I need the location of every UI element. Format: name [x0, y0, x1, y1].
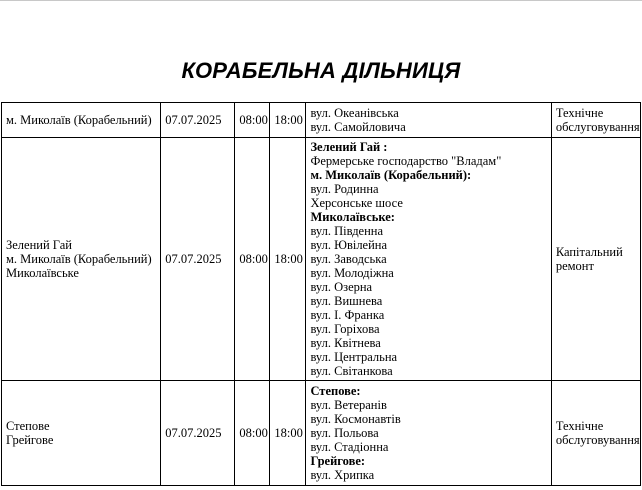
outage-schedule-table [1, 102, 641, 486]
work-type: Технічне [555, 419, 604, 433]
date-cell [161, 103, 235, 138]
page-title: КОРАБЕЛЬНА ДІЛЬНИЦЯ [181, 58, 461, 83]
street-name: вул. Центральна [310, 350, 398, 364]
street-name: вул. Заводська [310, 252, 387, 266]
time-to-cell [270, 138, 306, 381]
street-name: вул. І. Франка [310, 308, 385, 322]
time-to: 18:00 [274, 426, 303, 440]
street-name: вул. Південна [310, 224, 384, 238]
street-name: вул. Ювілейна [310, 238, 388, 252]
time-to-cell [270, 103, 306, 138]
work-type: ремонт [555, 259, 594, 273]
work-type: Технічне [555, 106, 604, 120]
work-type: Капітальний [555, 245, 623, 259]
settlement-cell [2, 138, 161, 381]
settlement-cell [2, 103, 161, 138]
work-type: обслуговування [555, 120, 640, 134]
time-from-cell [235, 103, 270, 138]
street-name: вул. Квітнева [310, 336, 381, 350]
street-name: вул. Стадіонна [310, 440, 389, 454]
outage-date: 07.07.2025 [165, 426, 222, 440]
time-from-cell [235, 381, 270, 486]
street-name: вул. Озерна [310, 280, 373, 294]
time-to-cell [270, 381, 306, 486]
work-type: обслуговування [555, 433, 640, 447]
table-row [2, 103, 641, 138]
settlement-name: Миколаївське [6, 266, 79, 280]
street-name: вул. Самойловича [310, 120, 406, 134]
streets-cell [306, 381, 551, 486]
streets-cell [306, 103, 551, 138]
outage-date: 07.07.2025 [165, 252, 222, 266]
streets-cell [306, 138, 551, 381]
work-type-cell [551, 381, 640, 486]
street-name: вул. Родинна [310, 182, 379, 196]
street-name: вул. Молодіжна [310, 266, 394, 280]
time-from-cell [235, 138, 270, 381]
work-type-cell [551, 103, 640, 138]
street-name: вул. Польова [310, 426, 379, 440]
top-divider [0, 0, 642, 1]
time-from: 08:00 [239, 113, 268, 127]
table-row [2, 381, 641, 486]
settlement-cell [2, 381, 161, 486]
date-cell [161, 381, 235, 486]
settlement-name: м. Миколаїв (Корабельний) [6, 113, 152, 127]
schedule-body [2, 103, 641, 486]
table-row [2, 138, 641, 381]
street-name: вул. Ветеранів [310, 398, 387, 412]
time-from: 08:00 [239, 426, 268, 440]
locality-heading: Степове: [310, 384, 361, 398]
settlement-name: Грейгове [6, 433, 54, 447]
settlement-name: м. Миколаїв (Корабельний) [6, 252, 152, 266]
locality-heading: Миколаївське: [310, 210, 395, 224]
time-to: 18:00 [274, 113, 303, 127]
street-name: Фермерське господарство "Владам" [310, 154, 502, 168]
street-name: вул. Океанівська [310, 106, 399, 120]
street-name: вул. Хрипка [310, 468, 375, 482]
street-name: вул. Світанкова [310, 364, 393, 378]
time-to: 18:00 [274, 252, 303, 266]
street-name: вул. Космонавтів [310, 412, 401, 426]
settlement-name: Степове [6, 419, 50, 433]
street-name: Херсонське шосе [310, 196, 403, 210]
locality-heading: Зелений Гай : [310, 140, 388, 154]
time-from: 08:00 [239, 252, 268, 266]
locality-heading: Грейгове: [310, 454, 366, 468]
work-type-cell [551, 138, 640, 381]
settlement-name: Зелений Гай [6, 238, 72, 252]
outage-date: 07.07.2025 [165, 113, 222, 127]
street-name: вул. Вишнева [310, 294, 383, 308]
date-cell [161, 138, 235, 381]
locality-heading: м. Миколаїв (Корабельний): [310, 168, 472, 182]
street-name: вул. Горіхова [310, 322, 380, 336]
